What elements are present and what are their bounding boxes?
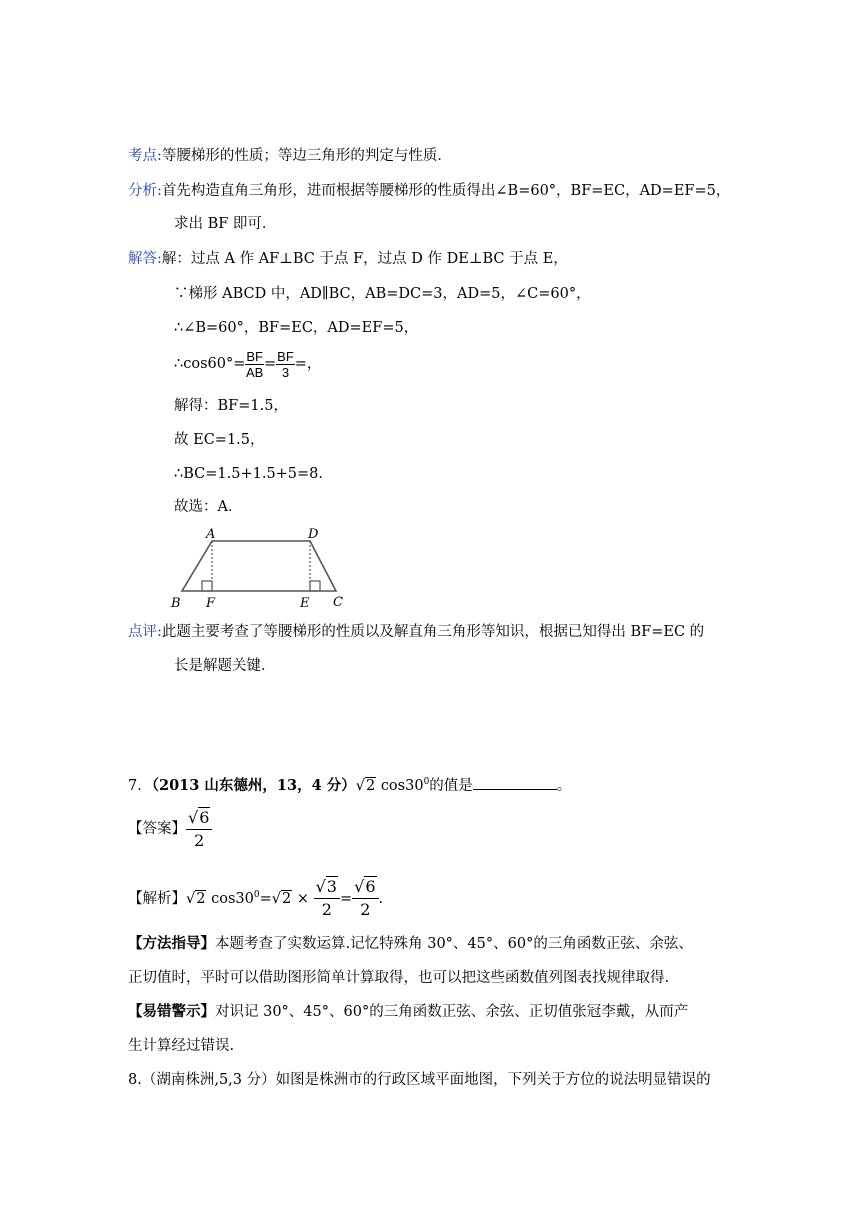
an-fraction-1 (314, 876, 340, 921)
cos-suffix: =， (294, 356, 322, 372)
q7-analysis-label: 【解析】 (128, 890, 186, 907)
jieda-text-0: 解：过点 A 作 AF⊥BC 于点 F，过点 D 作 DE⊥BC 于点 E， (161, 251, 568, 267)
more-line-1: 故 EC=1.5， (174, 432, 265, 448)
cos-f1-num: BF (246, 348, 263, 364)
jieda-label: 解答: (128, 251, 162, 267)
q7-method-line-1 (128, 934, 693, 954)
cos-fraction-1 (245, 349, 264, 380)
cos-f1-den: AB (246, 364, 264, 380)
q7-answer-rad: 6 (199, 807, 210, 827)
q7-answer-den: 2 (194, 830, 205, 850)
q7-source: （2013 山东德州，13，4 分） (151, 776, 356, 794)
cos-prefix: ∴cos60°= (174, 356, 246, 372)
more-line-3: 故选：A． (174, 499, 243, 515)
q7-number: 7． (128, 777, 152, 794)
q7-tail: 的值是 (429, 777, 473, 794)
cos-line (174, 346, 321, 382)
cos-f2-den: 3 (281, 364, 290, 380)
q7-end: 。 (556, 777, 572, 794)
fenxi-text-1: 首先构造直角三角形，进而根据等腰梯形的性质得出∠B=60°，BF=EC，AD=EF=5， (161, 183, 731, 199)
dianping-line-2: 长是解题关键． (174, 658, 276, 674)
fenxi-label: 分析: (128, 183, 162, 199)
cos-fraction-2 (276, 349, 295, 380)
q7-analysis-line (128, 872, 383, 922)
an-sup: 0 (253, 890, 260, 900)
fenxi-line-1 (128, 181, 730, 201)
q7-warn-label: 【易错警示】 (128, 1003, 215, 1020)
right-angle-f (202, 581, 212, 591)
an-fraction-2 (352, 876, 378, 921)
jieda-line-2: ∴∠B=60°，BF=EC，AD=EF=5， (174, 320, 419, 336)
fenxi-line-2: 求出 BF 即可． (174, 216, 277, 232)
an-eq-1: = (259, 890, 272, 907)
cos-eq: = (264, 356, 277, 372)
kaodian-line (128, 146, 452, 166)
an-f1-num: √3 (314, 876, 340, 899)
q7-method-label: 【方法指导】 (128, 935, 215, 952)
q7-line (128, 772, 571, 796)
q7-expr: cos30 (380, 777, 424, 794)
q7-warn-text-1: 对识记 30°、45°、60°的三角函数正弦、余弦、正切值张冠李戴，从而产 (215, 1004, 689, 1020)
jieda-line-1: ∵梯形 ABCD 中，AD∥BC，AB=DC=3，AD=5，∠C=60°， (174, 286, 591, 302)
q7-sqrt: √2 (355, 777, 376, 794)
q7-answer-blank (473, 775, 557, 790)
q7-answer-label: 【答案】 (128, 821, 186, 837)
dianping-label: 点评: (128, 624, 162, 640)
q8-line: 8.（湖南株洲,5,3 分）如图是株洲市的行政区域平面地图，下列关于方位的说法明显错误的 (128, 1072, 711, 1088)
vertex-label-a: A (206, 527, 216, 542)
cos-f2-num: BF (277, 348, 294, 364)
more-line-0: 解得：BF=1.5， (174, 398, 288, 414)
vertex-label-f: F (206, 596, 216, 611)
q7-sup: 0 (423, 777, 430, 787)
q7-sqrt-arg: 2 (365, 777, 376, 794)
dianping-line-1 (128, 622, 704, 642)
vertex-label-e: E (300, 596, 310, 611)
an-sqrt-1-arg: 2 (196, 890, 206, 907)
dianping-text-1: 此题主要考查了等腰梯形的性质以及解直角三角形等知识，根据已知得出 BF=EC 的 (161, 624, 705, 640)
an-sqrt-2: √2 (271, 890, 292, 907)
trapezoid-shape (182, 541, 336, 591)
an-f2-rad: 6 (365, 877, 376, 897)
q7-method-text-1: 本题考查了实数运算.记忆特殊角 30°、45°、60°的三角函数正弦、余弦、 (215, 936, 693, 952)
an-sqrt-2-arg: 2 (281, 890, 292, 907)
an-times: × (292, 890, 314, 907)
more-line-2: ∴BC=1.5+1.5+5=8． (174, 466, 333, 482)
q7-answer-fraction (186, 807, 212, 852)
jieda-line-0 (128, 249, 568, 269)
vertex-label-c: C (333, 595, 343, 610)
vertex-label-d: D (308, 527, 319, 542)
kaodian-text: 等腰梯形的性质；等边三角形的判定与性质． (161, 148, 452, 164)
q7-warn-line-1 (128, 1002, 688, 1022)
an-sqrt-1: √2 (186, 890, 206, 907)
right-angle-e (310, 581, 320, 591)
trapezoid-figure (166, 524, 356, 612)
an-f1-den: 2 (321, 900, 332, 920)
an-f2-den: 2 (360, 900, 371, 920)
an-f2-num: √6 (352, 876, 378, 899)
an-end: . (378, 890, 384, 907)
an-f1-rad: 3 (326, 877, 337, 897)
an-cos: cos30 (206, 890, 254, 907)
q7-answer-line (128, 806, 212, 852)
q7-answer-num: √6 (186, 807, 212, 830)
q7-method-line-2: 正切值时，平时可以借助图形简单计算取得，也可以把这些函数值列图表找规律取得. (128, 970, 670, 986)
vertex-label-b: B (171, 596, 181, 611)
kaodian-label: 考点: (128, 148, 162, 164)
q7-warn-line-2: 生计算经过错误. (128, 1038, 235, 1054)
an-eq-2: = (339, 890, 353, 907)
